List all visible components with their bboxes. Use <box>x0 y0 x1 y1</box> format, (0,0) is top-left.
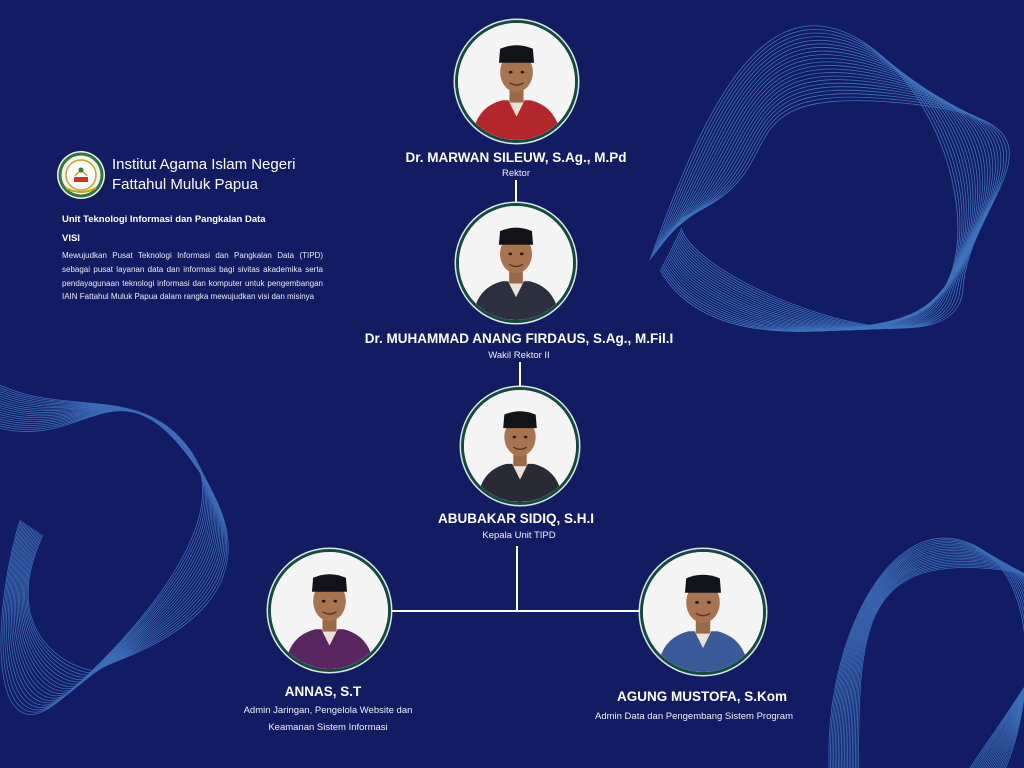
member-name-kepala-unit: ABUBAKAR SIDIQ, S.H.I <box>437 511 595 526</box>
person-portrait-icon <box>271 552 388 669</box>
visi-text: Mewujudkan Pusat Teknologi Informasi dan Pangkalan Data (TIPD) sebagai pusat layanan data dan informasi bagi sivitas akademika serta pendayagunaan teknologi informasi dan komputer untuk pengembangan IAIN Fattahul Muluk Papua dalam rangka mewujudkan visi dan misinya <box>62 251 323 302</box>
person-portrait-icon <box>459 206 573 320</box>
portrait-wakil-rektor <box>456 203 576 323</box>
member-role-annas <box>208 702 448 736</box>
member-role-annas-line1: Admin Jaringan, Pengelola Website dan <box>243 705 413 716</box>
person-portrait-icon <box>643 552 763 672</box>
member-role-agung: Admin Data dan Pengembang Sistem Program <box>594 711 794 722</box>
visi-heading: VISI <box>62 233 80 244</box>
member-name-annas: ANNAS, S.T <box>284 684 362 699</box>
portrait-agung <box>640 549 766 675</box>
unit-title: Unit Teknologi Informasi dan Pangkalan Data <box>62 214 266 225</box>
portrait-kepala-unit <box>461 387 579 505</box>
portrait-annas <box>268 549 391 672</box>
member-name-wakil-rektor: Dr. MUHAMMAD ANANG FIRDAUS, S.Ag., M.Fil.I <box>364 331 674 346</box>
person-portrait-icon <box>458 23 575 140</box>
person-portrait-icon <box>464 390 576 502</box>
member-role-wakil-rektor: Wakil Rektor II <box>488 350 550 361</box>
member-role-rektor: Rektor <box>502 168 530 179</box>
institution-logo-icon <box>56 150 106 200</box>
institution-name-line2: Fattahul Muluk Papua <box>112 176 258 193</box>
portrait-rektor <box>455 20 578 143</box>
member-role-kepala-unit: Kepala Unit TIPD <box>482 530 556 541</box>
member-role-annas-line2: Keamanan Sistem Informasi <box>268 722 388 733</box>
institution-name-line1: Institut Agama Islam Negeri <box>112 156 296 173</box>
institution-header <box>56 150 295 200</box>
member-name-agung: AGUNG MUSTOFA, S.Kom <box>616 689 788 704</box>
member-name-rektor: Dr. MARWAN SILEUW, S.Ag., M.Pd <box>405 150 627 165</box>
